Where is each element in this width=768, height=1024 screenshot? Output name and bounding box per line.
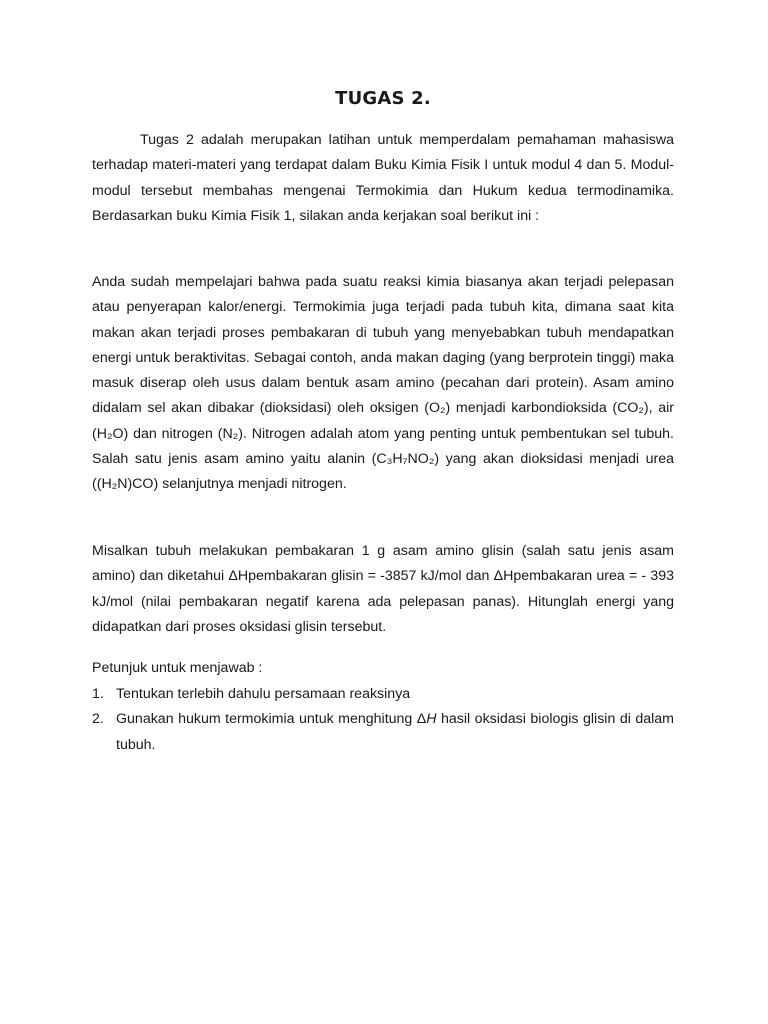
list-item — [92, 707, 674, 758]
problem-paragraph: Misalkan tubuh melakukan pembakaran 1 g asam amino glisin (salah satu jenis asam amino) dan diketahui ΔHpembakaran glisin = -3857 kJ/mol dan ΔHpembakaran urea = - 393 kJ/mol (nilai pembakaran negatif karena ada pelepasan panas). Hitunglah energi yang didapatkan dari proses oksidasi glisin tersebut. — [92, 543, 674, 635]
list-number: 2. — [92, 711, 104, 728]
list-number: 1. — [92, 686, 104, 702]
context-paragraph: Anda sudah mempelajari bahwa pada suatu reaksi kimia biasanya akan terjadi pelepasan atau penyerapan kalor/energi. Termokimia juga terjadi pada tubuh kita, dimana saat kita makan akan terjadi proses pembakaran di tubuh yang menyebabkan tubuh mendapatkan energi untuk beraktivitas. Sebagai contoh, anda makan daging (yang berprotein tinggi) maka masuk diserap oleh usus dalam bentuk asam amino (pecahan dari protein). Asam amino didalam sel akan dibakar (dioksidasi) oleh oksigen (O₂) menjadi karbondioksida (CO₂), air (H₂O) dan nitrogen (N₂). Nitrogen adalah atom yang penting untuk pembentukan sel tubuh. Salah satu jenis asam amino yaitu alanin (C₃H₇NO₂) yang akan dioksidasi menjadi urea ((H₂N)CO) selanjutnya menjadi nitrogen. — [92, 274, 674, 493]
list-item-text-end: hasil oksidasi biologis glisin di dalam tubuh. — [116, 711, 674, 753]
enthalpy-symbol: H — [426, 711, 437, 728]
list-item-text: Tentukan terlebih dahulu persamaan reaksinya — [116, 686, 411, 702]
list-item-text — [116, 711, 674, 752]
list-item-text-start: Gunakan hukum termokimia untuk menghitung Δ — [116, 711, 427, 728]
intro-paragraph: Tugas 2 adalah merupakan latihan untuk memperdalam pemahaman mahasiswa terhadap materi-materi yang terdapat dalam Buku Kimia Fisik I untuk modul 4 dan 5. Modul-modul tersebut membahas mengenai Termokimia dan Hukum kedua termodinamika. Berdasarkan buku Kimia Fisik 1, silakan anda kerjakan soal berikut ini : — [92, 132, 674, 224]
list-item — [92, 682, 674, 707]
page-title: TUGAS 2. — [335, 88, 431, 109]
hint-list — [92, 682, 674, 758]
hint-heading: Petunjuk untuk menjawab : — [92, 660, 263, 676]
